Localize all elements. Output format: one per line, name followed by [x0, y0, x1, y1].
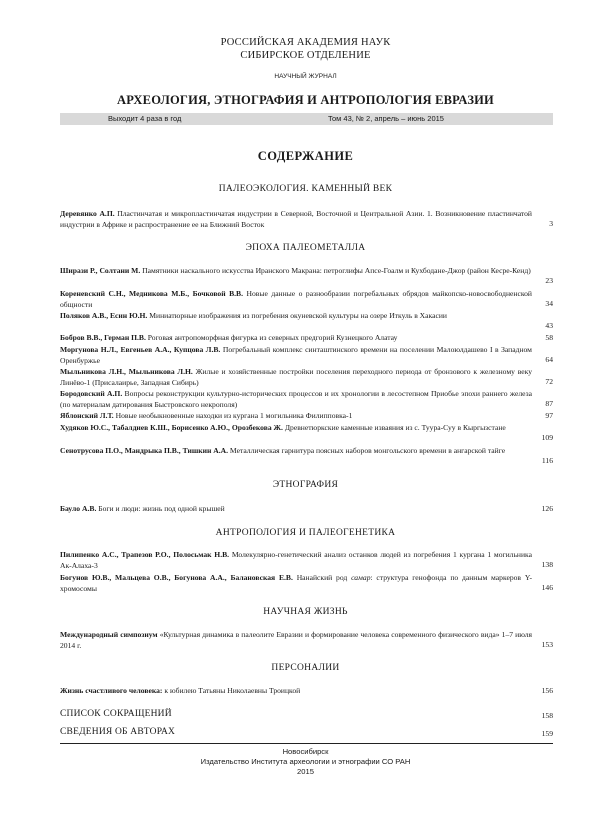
- branch-name: СИБИРСКОЕ ОТДЕЛЕНИЕ: [240, 50, 371, 61]
- toc-entry[interactable]: [60, 573, 532, 594]
- entry-page: 58: [545, 333, 553, 342]
- entry-page: 34: [545, 299, 553, 308]
- entry-page: 97: [545, 411, 553, 420]
- footer-publisher: Издательство Института археологии и этнографии СО РАН: [200, 757, 411, 766]
- entry-title: Пластинчатая и микропластинчатая индустрии в Северной, Восточной и Центральной Азии. 1. Возникновение пластинчатой индустрии в Африке и распространение ее на Ближний Восток: [60, 209, 532, 229]
- entry-authors: Моргунова Н.Л., Евгеньев А.А., Купцова Л.В.: [60, 345, 221, 354]
- entry-page: 109: [541, 433, 553, 442]
- entry-title: Миниатюрные изображения из погребения окуневской культуры на озере Иткуль в Хакасии: [149, 311, 447, 320]
- toc-entry[interactable]: [60, 311, 532, 322]
- section-title: ЭТНОГРАФИЯ: [272, 480, 339, 490]
- entry-title-b: : структура генофонда по данным маркеров Y-хромосомы: [60, 573, 532, 593]
- entry-title: Молекулярно-генетический анализ останков людей из погребения 1 кургана 1 могильника Ак-Алаха-3: [60, 550, 532, 570]
- toc-entry[interactable]: [60, 446, 532, 457]
- journal-type: НАУЧНЫЙ ЖУРНАЛ: [274, 73, 337, 80]
- entry-authors: Бобров В.В., Герман П.В.: [60, 333, 146, 342]
- toc-entry[interactable]: [60, 333, 532, 344]
- entry-page: 153: [541, 640, 553, 649]
- toc-entry[interactable]: [60, 423, 532, 434]
- abbreviations-link[interactable]: СПИСОК СОКРАЩЕНИЙ: [60, 709, 172, 719]
- entry-title: Новые необыкновенные находки из кургана 1 могильника Филипповка-1: [115, 411, 353, 420]
- entry-authors: Международный симпозиум: [60, 630, 158, 639]
- authors-info-page: 159: [541, 729, 553, 738]
- entry-authors: Сенотрусова П.О., Мандрыка П.В., Тишкин А.А.: [60, 446, 229, 455]
- entry-title: Жилые и хозяйственные постройки поселения переходного периода от бронзового к железному веку Линёво-1 (Присалаирье, Западная Сибирь): [60, 367, 533, 387]
- entry-authors: Мыльникова Л.Н., Мыльникова Л.Н.: [60, 367, 193, 376]
- entry-authors: Поляков А.В., Есин Ю.Н.: [60, 311, 148, 320]
- toc-entry[interactable]: [60, 209, 532, 230]
- entry-title: Погребальный комплекс синташтинского времени на поселении Малоюлдашево I в Западном Оренбуржье: [60, 345, 532, 365]
- section-title: ПАЛЕОЭКОЛОГИЯ. КАМЕННЫЙ ВЕК: [218, 184, 393, 194]
- issue-info-bar: [60, 113, 553, 125]
- authors-info-link[interactable]: СВЕДЕНИЯ ОБ АВТОРАХ: [60, 727, 176, 737]
- toc-entry[interactable]: [60, 504, 532, 515]
- entry-page: 116: [541, 456, 553, 465]
- entry-title: Металлическая гарнитура поясных наборов монгольского времени в ангарской тайге: [229, 446, 506, 455]
- entry-authors: Ширази Р., Солтани М.: [60, 266, 141, 275]
- academy-name: РОССИЙСКАЯ АКАДЕМИЯ НАУК: [220, 37, 391, 48]
- issue-number: Том 43, № 2, апрель – июнь 2015: [328, 114, 444, 123]
- toc-entry[interactable]: [60, 686, 532, 697]
- section-title: НАУЧНАЯ ЖИЗНЬ: [263, 607, 348, 617]
- entry-page: 126: [541, 504, 553, 513]
- entry-title: Древнетюркские каменные изваяния из с. Туура-Суу в Кыргызстане: [284, 423, 506, 432]
- journal-title: АРХЕОЛОГИЯ, ЭТНОГРАФИЯ И АНТРОПОЛОГИЯ ЕВРАЗИИ: [117, 93, 494, 107]
- entry-title: Памятники наскального искусства Иранского Макрана: петроглифы Апсе-Гоалм и Кухбодане-Джор (район Кесре-Кенд): [142, 266, 531, 275]
- section-title: ЭПОХА ПАЛЕОМЕТАЛЛА: [245, 243, 366, 253]
- section-title: АНТРОПОЛОГИЯ И ПАЛЕОГЕНЕТИКА: [215, 528, 396, 538]
- entry-title: к юбилею Татьяны Николаевны Троицкой: [164, 686, 301, 695]
- entry-title: Новые данные о разнообразии погребальных обрядов майкопско-новосвободненской общности: [60, 289, 532, 309]
- entry-title-em: самар: [351, 573, 371, 582]
- entry-authors: Богунов Ю.В., Мальцева О.В., Богунова А.А., Балановская Е.В.: [60, 573, 293, 582]
- entry-title: Роговая антропоморфная фигурка из северных предгорий Кузнецкого Алатау: [147, 333, 398, 342]
- toc-entry[interactable]: [60, 345, 532, 366]
- entry-title: Вопросы реконструкции культурно-исторических процессов и их хронологии в лесостепном Приобье эпохи раннего железа (по материалам датирования Быстровского некрополя): [60, 389, 532, 409]
- footer-year: 2015: [297, 767, 314, 776]
- entry-page: 87: [545, 399, 553, 408]
- issue-frequency: Выходит 4 раза в год: [108, 114, 182, 123]
- toc-entry[interactable]: [60, 367, 532, 388]
- toc-entry[interactable]: [60, 266, 532, 277]
- entry-authors: Кореневский С.Н., Медникова М.Б., Бочковой В.В.: [60, 289, 243, 298]
- entry-page: 3: [549, 219, 553, 228]
- entry-authors: Худяков Ю.С., Табалдиев К.Ш., Борисенко А.Ю., Орозбекова Ж.: [60, 423, 283, 432]
- entry-authors: Бауло А.В.: [60, 504, 97, 513]
- footer-divider: [60, 743, 553, 744]
- entry-authors: Пилипенко А.С., Трапезов Р.О., Полосьмак Н.В.: [60, 550, 230, 559]
- toc-entry[interactable]: [60, 289, 532, 310]
- toc-entry[interactable]: [60, 411, 532, 422]
- toc-entry[interactable]: [60, 550, 532, 571]
- toc-entry[interactable]: [60, 389, 532, 410]
- entry-title-a: Нанайский род: [296, 573, 352, 582]
- entry-authors: Яблонский Л.Т.: [60, 411, 114, 420]
- entry-authors: Жизнь счастливого человека:: [60, 686, 163, 695]
- entry-page: 43: [545, 321, 553, 330]
- entry-authors: Бородовский А.П.: [60, 389, 123, 398]
- entry-page: 64: [545, 355, 553, 364]
- entry-title: «Культурная динамика в палеолите Евразии и формирование человека современного физического вида» 1–7 июля 2014 г.: [60, 630, 532, 650]
- entry-title: Боги и люди: жизнь под одной крышей: [98, 504, 225, 513]
- entry-page: 23: [545, 276, 553, 285]
- footer-city: Новосибирск: [282, 747, 329, 756]
- toc-entry[interactable]: [60, 630, 532, 651]
- entry-authors: Деревянко А.П.: [60, 209, 115, 218]
- abbreviations-page: 158: [541, 711, 553, 720]
- entry-page: 156: [541, 686, 553, 695]
- section-title: ПЕРСОНАЛИИ: [271, 663, 340, 673]
- entry-page: 146: [541, 583, 553, 592]
- entry-page: 138: [541, 560, 553, 569]
- contents-title: СОДЕРЖАНИЕ: [257, 149, 354, 163]
- entry-page: 72: [545, 377, 553, 386]
